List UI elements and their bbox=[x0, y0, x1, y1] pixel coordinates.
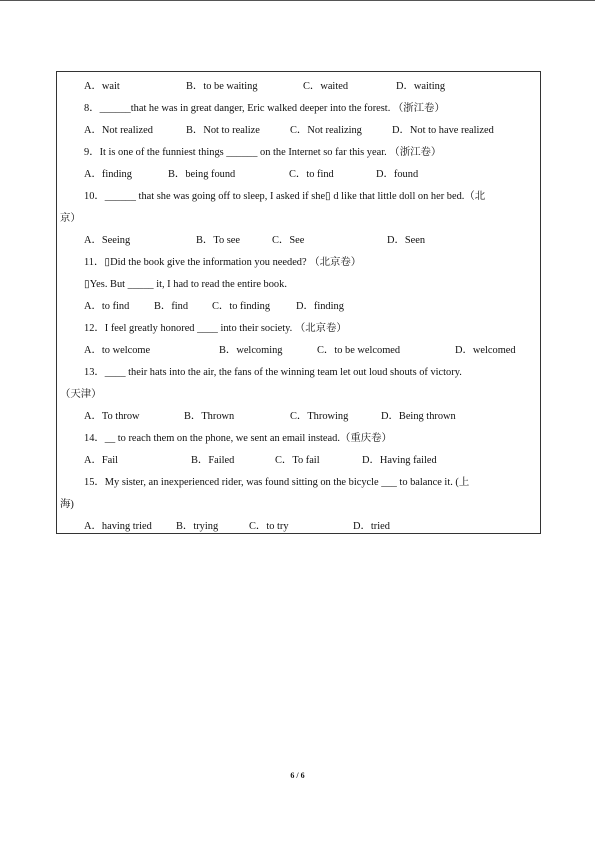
q7-option-a: A．wait bbox=[84, 81, 120, 92]
q13-stem-line2: （天津） bbox=[60, 389, 102, 400]
q10-option-d: D．Seen bbox=[387, 235, 426, 246]
page-number: 6 / 6 bbox=[290, 771, 305, 780]
q7-option-d: D．waiting bbox=[396, 81, 446, 92]
q8-option-a: A．Not realized bbox=[84, 125, 153, 136]
q10-stem-line1: 10．______ that she was going off to sleep, I asked if she▯ d like that little doll on her bed.（北 bbox=[84, 191, 486, 202]
q10-option-b: B．To see bbox=[196, 235, 241, 246]
q14-stem: 14．__ to reach them on the phone, we sent an email instead.（重庆卷） bbox=[84, 433, 392, 444]
q10-stem-line2: 京） bbox=[60, 213, 81, 224]
q8-option-d: D．Not to have realized bbox=[392, 125, 494, 136]
q14-option-d: D．Having failed bbox=[362, 455, 437, 466]
q11-option-a: A．to find bbox=[84, 301, 130, 312]
q14-option-c: C．To fail bbox=[275, 455, 320, 466]
q12-option-a: A．to welcome bbox=[84, 345, 151, 356]
q15-option-b: B．trying bbox=[176, 521, 219, 532]
q12-option-c: C．to be welcomed bbox=[317, 345, 401, 356]
q14-option-b: B．Failed bbox=[191, 455, 235, 466]
q13-option-b: B．Thrown bbox=[184, 411, 235, 422]
q14-option-a: A．Fail bbox=[84, 455, 119, 466]
q11-stem-line2: ▯Yes. But _____ it, I had to read the entire book. bbox=[84, 279, 287, 290]
q8-option-b: B．Not to realize bbox=[186, 125, 260, 136]
q9-option-b: B．being found bbox=[168, 169, 236, 180]
q11-option-c: C．to finding bbox=[212, 301, 271, 312]
q12-option-d: D．welcomed bbox=[455, 345, 516, 356]
q10-option-a: A．Seeing bbox=[84, 235, 131, 246]
q12-option-b: B．welcoming bbox=[219, 345, 283, 356]
q9-stem: 9．It is one of the funniest things ______ on the Internet so far this year. （浙江卷） bbox=[84, 147, 442, 158]
q13-option-d: D．Being thrown bbox=[381, 411, 456, 422]
q10-option-c: C．See bbox=[272, 235, 305, 246]
q13-stem-line1: 13．____ their hats into the air, the fans of the winning team let out loud shouts of victory. bbox=[84, 367, 462, 378]
q15-stem-line1: 15．My sister, an inexperienced rider, was found sitting on the bicycle ___ to balance it. (上 bbox=[84, 477, 470, 488]
q8-option-c: C．Not realizing bbox=[290, 125, 362, 136]
q8-stem: 8．______that he was in great danger, Eric walked deeper into the forest. （浙江卷） bbox=[84, 103, 445, 114]
q9-option-a: A．finding bbox=[84, 169, 132, 180]
q13-option-c: C．Throwing bbox=[290, 411, 349, 422]
q9-option-c: C．to find bbox=[289, 169, 334, 180]
q9-option-d: D．found bbox=[376, 169, 419, 180]
q11-option-b: B．find bbox=[154, 301, 189, 312]
q11-option-d: D．finding bbox=[296, 301, 344, 312]
q12-stem: 12．I feel greatly honored ____ into their society. （北京卷） bbox=[84, 323, 347, 334]
q13-option-a: A．To throw bbox=[84, 411, 140, 422]
q15-stem-line2: 海) bbox=[60, 499, 74, 510]
q15-option-c: C．to try bbox=[249, 521, 289, 532]
q15-option-a: A．having tried bbox=[84, 521, 152, 532]
q7-option-b: B．to be waiting bbox=[186, 81, 258, 92]
q11-stem-line1: 11．▯Did the book give the information you needed? （北京卷） bbox=[84, 257, 362, 268]
q7-option-c: C．waited bbox=[303, 81, 349, 92]
q15-option-d: D．tried bbox=[353, 521, 390, 532]
header-rule bbox=[0, 0, 595, 1]
